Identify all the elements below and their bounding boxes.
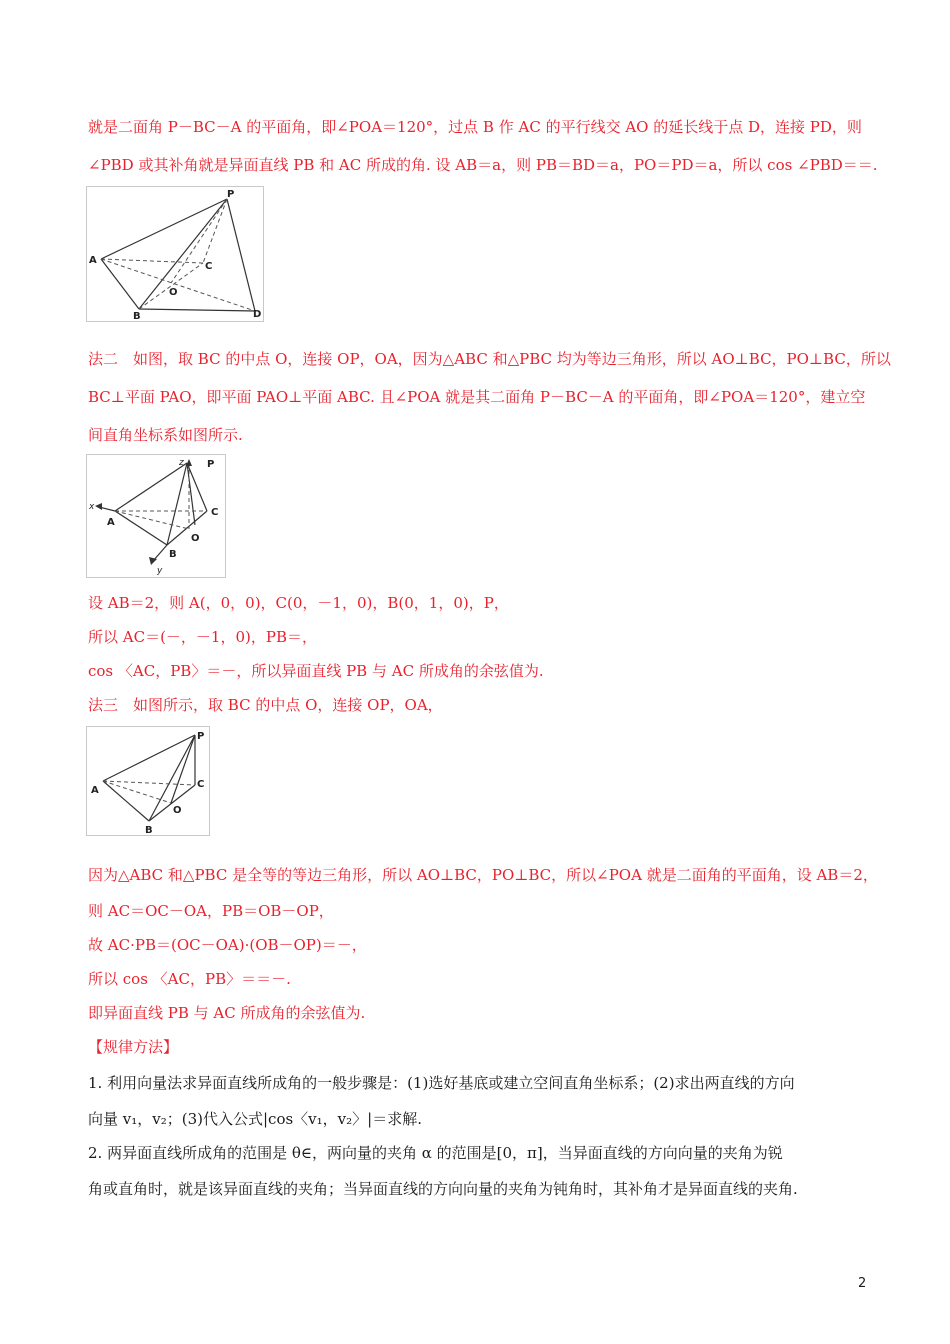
- fig3-label-o: O: [173, 805, 182, 816]
- fig2-label-z: z: [179, 458, 184, 468]
- fig2-label-b: B: [169, 549, 177, 560]
- fig3-label-b: B: [145, 825, 153, 835]
- fig1-label-d: D: [253, 309, 262, 320]
- text-line-m2-3: 间直角坐标系如图所示.: [88, 426, 243, 444]
- fig3-label-p: P: [197, 731, 205, 742]
- fig2-label-y: y: [157, 566, 163, 576]
- fig1-label-a: A: [89, 255, 97, 266]
- text-line-p3-2: 则 AC＝OC－OA，PB＝OB－OP，: [88, 902, 334, 920]
- figure-tetrahedron-3: [86, 726, 210, 836]
- fig3-label-a: A: [91, 785, 99, 796]
- fig2-label-p: P: [207, 459, 215, 470]
- fig1-label-o: O: [169, 287, 178, 298]
- rules-item2-line2: 角或直角时，就是该异面直线的夹角；当异面直线的方向向量的夹角为钝角时，其补角才是异面直线的夹角.: [88, 1180, 798, 1198]
- figure-coordinate-system: [86, 454, 226, 578]
- text-line-m2-1: 法二 如图，取 BC 的中点 O，连接 OP，OA，因为△ABC 和△PBC 均为等边三角形，所以 AO⊥BC，PO⊥BC，所以: [88, 350, 891, 368]
- text-line-p3-5: 即异面直线 PB 与 AC 所成角的余弦值为.: [88, 1004, 366, 1022]
- fig2-label-a: A: [107, 517, 115, 528]
- rules-item2-line1: 2. 两异面直线所成角的范围是 θ∈，两向量的夹角 α 的范围是[0，π]，当异面直线的方向向量的夹角为锐: [88, 1144, 783, 1162]
- text-line-p3-1: 因为△ABC 和△PBC 是全等的等边三角形，所以 AO⊥BC，PO⊥BC，所以∠POA 就是二面角的平面角，设 AB＝2，: [88, 866, 878, 884]
- fig2-label-x: x: [89, 502, 95, 512]
- figure-tetrahedron-1: [86, 186, 264, 322]
- text-line-coords-2: 所以 AC＝(－，－1，0)，PB＝，: [88, 628, 317, 646]
- fig2-label-o: O: [191, 533, 200, 544]
- text-line-p3-4: 所以 cos 〈AC，PB〉＝＝－.: [88, 970, 291, 988]
- fig3-label-c: C: [197, 779, 205, 790]
- fig1-label-p: P: [227, 189, 235, 200]
- text-line-coords-1: 设 AB＝2，则 A(，0，0)，C(0，－1，0)，B(0，1，0)，P，: [88, 594, 509, 612]
- rules-item1-line2: 向量 v₁，v₂；(3)代入公式|cos〈v₁，v₂〉|＝求解.: [88, 1110, 422, 1128]
- rules-heading: 【规律方法】: [88, 1038, 179, 1056]
- text-line-m2-2: BC⊥平面 PAO，即平面 PAO⊥平面 ABC. 且∠POA 就是其二面角 P－BC－A 的平面角，即∠POA＝120°，建立空: [88, 388, 866, 406]
- text-line-p3-3: 故 AC·PB＝(OC－OA)·(OB－OP)＝－，: [88, 936, 367, 954]
- text-line-coords-3: cos 〈AC，PB〉＝－，所以异面直线 PB 与 AC 所成角的余弦值为.: [88, 662, 544, 680]
- text-line-p1-2: ∠PBD 或其补角就是异面直线 PB 和 AC 所成的角. 设 AB＝a，则 PB＝BD＝a，PO＝PD＝a，所以 cos ∠PBD＝＝.: [88, 156, 878, 174]
- fig1-label-b: B: [133, 311, 141, 321]
- text-line-m3-1: 法三 如图所示，取 BC 的中点 O，连接 OP，OA，: [88, 696, 443, 714]
- fig1-label-c: C: [205, 261, 213, 272]
- rules-item1-line1: 1. 利用向量法求异面直线所成角的一般步骤是：(1)选好基底或建立空间直角坐标系；(2)求出两直线的方向: [88, 1074, 795, 1092]
- text-line-p1-1: 就是二面角 P－BC－A 的平面角，即∠POA＝120°，过点 B 作 AC 的平行线交 AO 的延长线于点 D，连接 PD，则: [88, 118, 862, 136]
- page-number: 2: [858, 1276, 867, 1291]
- fig2-label-c: C: [211, 507, 219, 518]
